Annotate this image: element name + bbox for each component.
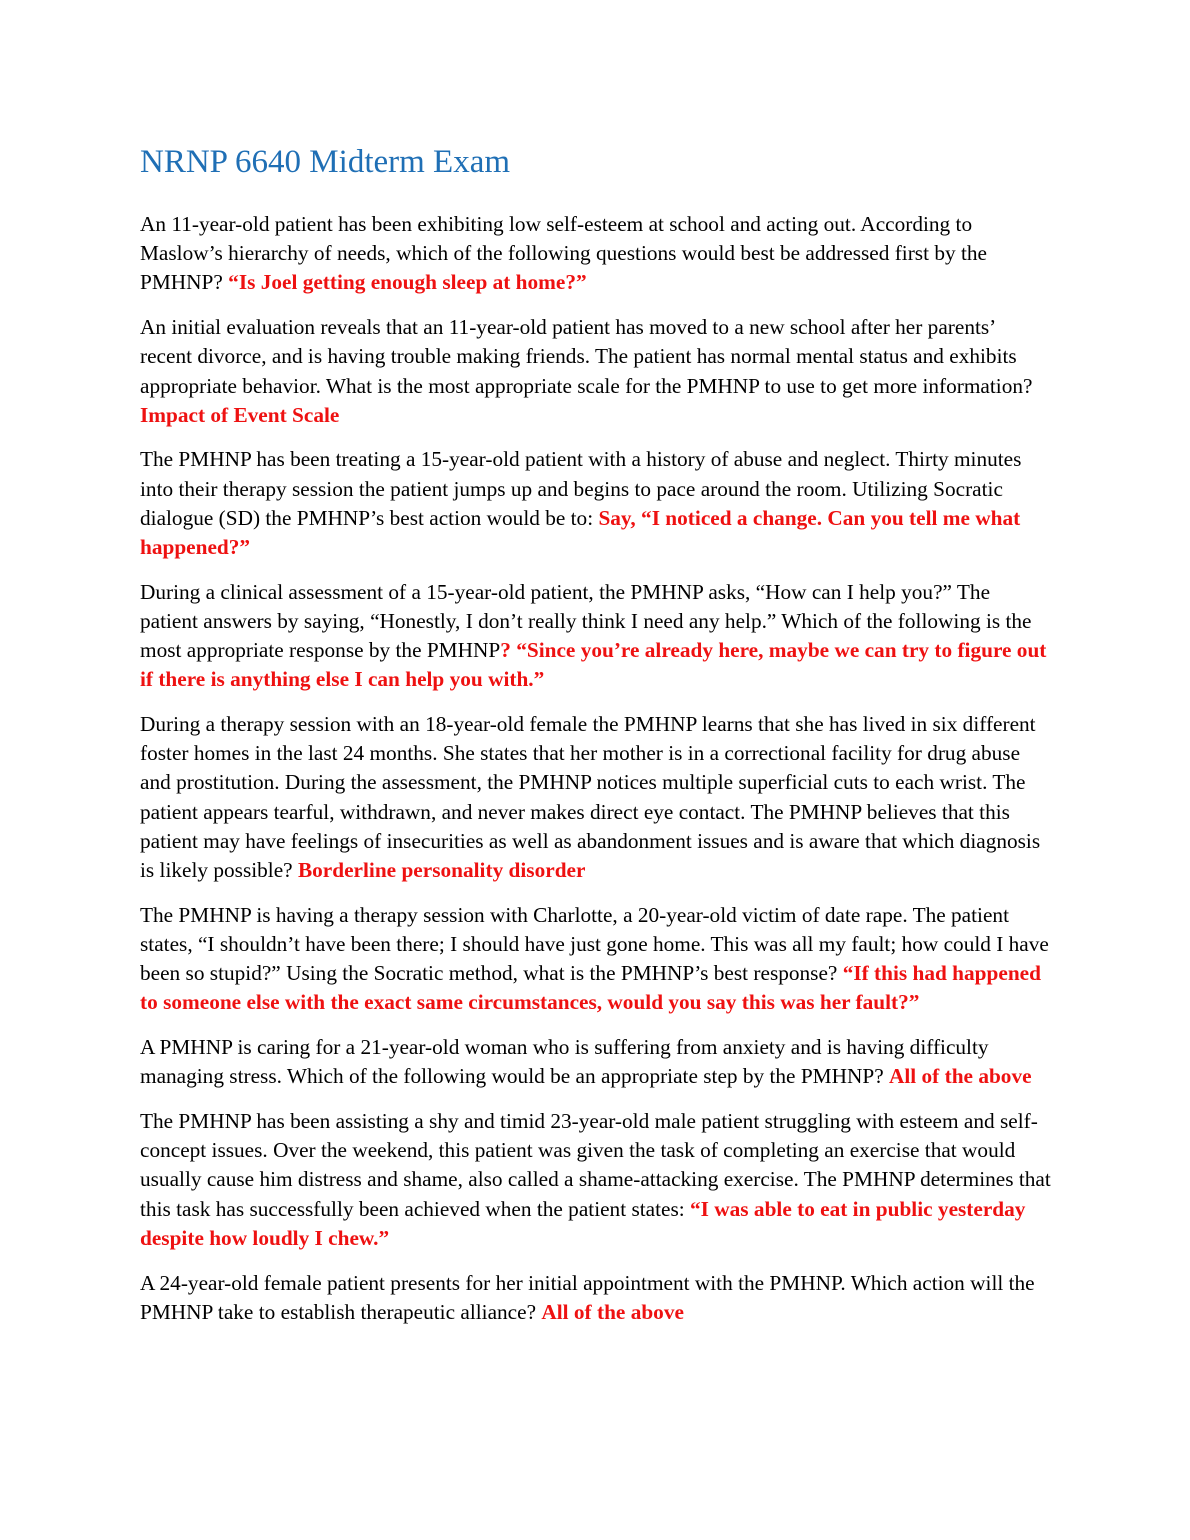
qa-item-4 (140, 578, 1052, 695)
qa-item-2 (140, 313, 1052, 430)
qa-item-5 (140, 710, 1052, 885)
answer-text: Say, “I noticed a change. Can you tell me what happened?” (140, 505, 1021, 560)
question-text: A 24-year-old female patient presents for her initial appointment with the PMHNP. Which action will the PMHNP take to establish therapeutic alliance? (140, 1270, 1035, 1324)
question-text: During a clinical assessment of a 15-year-old patient, the PMHNP asks, “How can I help you?” The patient answers by saying, “Honestly, I don’t really think I need any help.” Which of the following is the most appropriate response by the PMHNP (140, 579, 1032, 663)
question-text: The PMHNP has been assisting a shy and timid 23-year-old male patient struggling with esteem and self-concept issues. Over the weekend, this patient was given the task of completing an exercise that would usually cause him distress and shame, also called a shame-attacking exercise. The PMHNP determines that this task has successfully been achieved when the patient states: (140, 1108, 1051, 1221)
qa-item-6 (140, 901, 1052, 1018)
question-text: The PMHNP has been treating a 15-year-old patient with a history of abuse and neglect. Thirty minutes into their therapy session the patient jumps up and begins to pace around the room. Utilizing Socratic dialogue (SD) the PMHNP’s best action would be to: (140, 447, 1022, 530)
answer-text: All of the above (889, 1064, 1032, 1089)
qa-item-8 (140, 1107, 1052, 1253)
answer-text: “I was able to eat in public yesterday despite how loudly I chew.” (140, 1196, 1026, 1250)
answer-text: Borderline personality disorder (297, 858, 586, 883)
answer-text: “If this had happened to someone else with the exact same circumstances, would you say this was her fault?” (140, 961, 1041, 1015)
question-text: The PMHNP is having a therapy session with Charlotte, a 20-year-old victim of date rape. The patient states, “I shouldn’t have been there; I should have just gone home. This was all my fault; how could I have been so stupid?” Using the Socratic method, what is the PMHNP’s best response? (140, 902, 1049, 986)
answer-text: Impact of Event Scale (140, 402, 340, 427)
question-text: An initial evaluation reveals that an 11-year-old patient has moved to a new school after her parents’ recent divorce, and is having trouble making friends. The patient has normal mental status and exhibits appropriate behavior. What is the most appropriate scale for the PMHNP to use to get more information? (140, 315, 1033, 398)
answer-text: “Is Joel getting enough sleep at home?” (228, 270, 587, 295)
question-text: A PMHNP is caring for a 21-year-old woman who is suffering from anxiety and is having difficulty managing stress. Which of the following would be an appropriate step by the PMHNP? (140, 1035, 989, 1089)
question-text: During a therapy session with an 18-year-old female the PMHNP learns that she has lived in six different foster homes in the last 24 months. She states that her mother is in a correctional facility for drug abuse and prostitution. During the assessment, the PMHNP notices multiple superficial cuts to each wrist. The patient appears tearful, withdrawn, and never makes direct eye contact. The PMHNP believes that this patient may have feelings of insecurities as well as abandonment issues and is aware that which diagnosis is likely possible? (140, 712, 1041, 883)
qa-item-7 (140, 1033, 1052, 1091)
qa-item-3 (140, 445, 1052, 562)
question-text: An 11-year-old patient has been exhibiting low self-esteem at school and acting out. According to Maslow’s hierarchy of needs, which of the following questions would best be addressed first by the PMHNP? (140, 212, 987, 295)
page-title: NRNP 6640 Midterm Exam (140, 144, 511, 180)
answer-text: All of the above (541, 1299, 684, 1324)
qa-item-1 (140, 210, 1052, 298)
qa-item-9 (140, 1269, 1052, 1327)
answer-text: ? “Since you’re already here, maybe we can try to figure out if there is anything else I can help you with.” (140, 638, 1047, 692)
document-page (140, 140, 1052, 1342)
